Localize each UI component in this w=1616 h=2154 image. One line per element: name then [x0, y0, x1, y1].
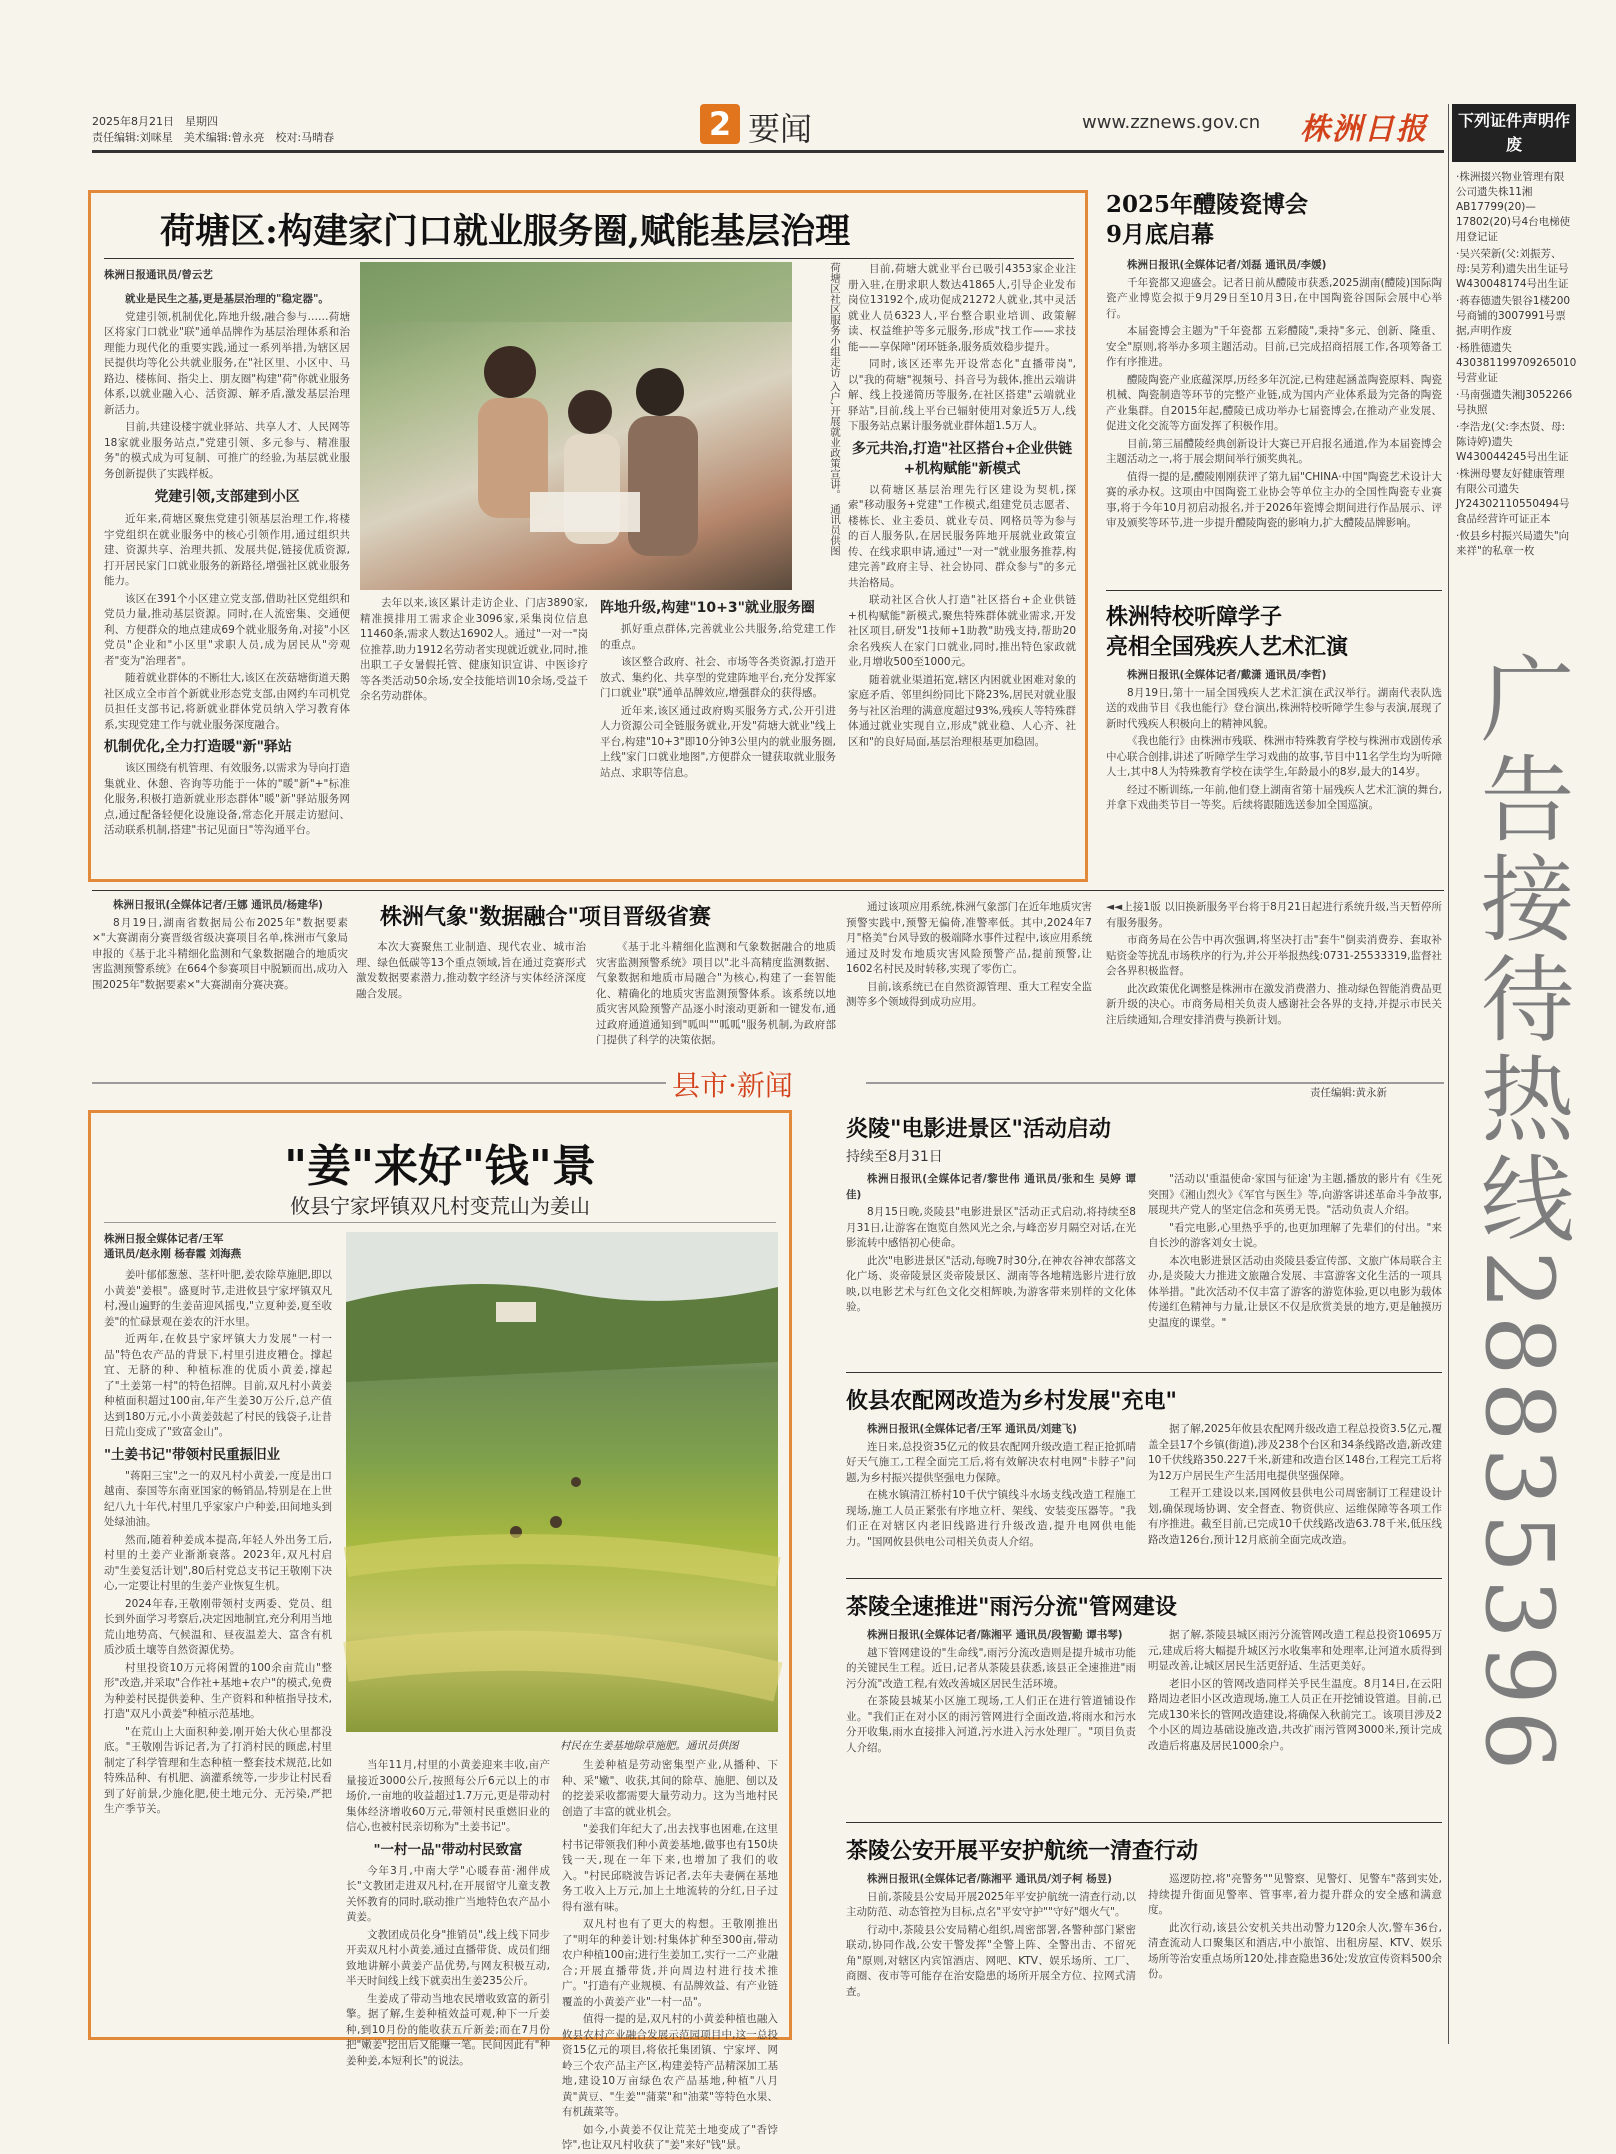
- lead-p7: 去年以来,该区累计走访企业、门店3890家,精准摸排用工需求企业3096家,采集岗位信息11460条,需求人数达16902人。通过"一对一"岗位推荐,助力1912名劳动者实现就近就业,同时,推出职工子女暑假托管、健康知识宣讲、中医诊疗等各类活动50余场,安全技能培训10余场,受益千余名劳动群体。: [360, 597, 588, 702]
- ceramics-title-2: 9月底启幕: [1106, 221, 1215, 248]
- grid-headline: 攸县农配网改造为乡村发展"充电": [846, 1388, 1177, 1414]
- weather-top-rule: [92, 890, 1444, 891]
- film-p3: "活动以'重温使命·家国与征途'为主题,播放的影片有《生死突围》《湘山烈火》《军官与医生》等,向游客讲述革命斗争故事,展现共产党人的坚定信念和英勇无畏。"活动负责人介绍。: [1148, 1173, 1442, 1216]
- ginger-subhead-2: "一村一品"带动村民致富: [373, 1841, 523, 1858]
- film-p2: 此次"电影进景区"活动,每晚7时30分,在神农谷神农部落文化广场、炎帝陵景区炎帝陵景区、湖南等各地精选影片进行放映,以电影艺术与红色文化交相辉映,为游客带来别样的文化体验。: [846, 1254, 1136, 1313]
- notice-item: ·株洲母婴友好健康管理有限公司遗失JY24302110550494号食品经营许可证正本: [1456, 468, 1570, 525]
- lead-intro: 就业是民生之基,更是基层治理的"稳定器"。: [125, 293, 329, 305]
- section-2-label: 县市·新闻: [672, 1069, 793, 1102]
- grid-column-1: [846, 1422, 1136, 1572]
- ginger-p10: 文教团成员化身"推销员",线上线下同步开卖双凡村小黄姜,通过直播带货、成员们细致地讲解小黄姜产品优势,与网友积极互动,半天时间线上线下就卖出生姜235公斤。: [346, 1928, 550, 1987]
- sewer-p4: 老旧小区的管网改造同样关乎民生温度。8月14日,在云阳路周边老旧小区改造现场,施工人员正在开挖铺设管道。目前,已完成130米长的管网改造建设,将确保入秋前完工。该项目涉及2个小区的周边基础设施改造,共改扩雨污管网3000米,预计完成改造后将惠及居民1000余户。: [1148, 1677, 1442, 1752]
- deaf-p3: 经过不断训练,一年前,他们登上湖南省第十届残疾人艺术汇演的舞台,并拿下戏曲类节目一等奖。后续将跟随选送参加全国巡演。: [1106, 783, 1442, 811]
- ginger-p12: 生姜种植是劳动密集型产业,从播种、下种、采"嫩"、收获,其间的除草、施肥、刨以及的挖姜采收都需要大量劳动力。这为当地村民创造了丰富的就业机会。: [562, 1759, 778, 1818]
- ceramics-byline: 株洲日报讯(全媒体记者/刘磊 通讯员/李媛): [1127, 259, 1327, 271]
- lead-photo: [360, 262, 792, 590]
- grid-byline: 株洲日报讯(全媒体记者/王军 通讯员/刘建飞): [867, 1423, 1077, 1435]
- notice-item: ·杨胜德遗失430381199709265010号营业证: [1456, 342, 1577, 384]
- sewer-column-1: [846, 1628, 1136, 1816]
- sewer-byline: 株洲日报讯(全媒体记者/陈湘平 通讯员/段智勤 谭书琴): [867, 1629, 1123, 1641]
- notice-header: [1452, 104, 1576, 162]
- weather-byline: 株洲日报讯(全媒体记者/王娜 通讯员/杨建华): [113, 899, 323, 911]
- lead-subhead-1: 党建引领,支部建到小区: [154, 489, 300, 505]
- lead-p11: 目前,荷塘大就业平台已吸引4353家企业注册入驻,在册求职人数达41865人,引导企业发布岗位13192个,成功促成21272人就业,其中灵活就业人员6323人,平台整合职业培训、政策解读、权益维护等多元服务,形成"找工作——求技能——享保障"闭环链条,服务质效稳步提升。: [848, 263, 1076, 353]
- ceramics-headline: [1106, 190, 1308, 250]
- film-p5: 本次电影进景区活动由炎陵县委宣传部、文旅广体局联合主办,是炎陵大力推进文旅融合发展、丰富游客文化生活的一项具体举措。"此次活动不仅丰富了游客的游览体验,更以电影为载体传递红色精神与力量,让景区不仅是欣赏美景的地方,更是触摸历史温度的课堂。": [1148, 1254, 1442, 1329]
- lead-p4: 该区在391个小区建立党支部,借助社区党组织和党员力量,推动基层资源。同时,在人流密集、交通便利、方便群众的地点建成69个就业服务角,对接"小区党员"企业和"小区里"求职人员,成为居民从"旁观者"变为"治理者"。: [104, 592, 350, 667]
- police-column-2: [1148, 1872, 1442, 2040]
- ginger-headline: "姜"来好"钱"景: [284, 1141, 596, 1192]
- police-p3: 巡逻防控,将"亮警务""见警察、见警灯、见警车"落到实处,持续提升街面见警率、管事率,着力提升群众的安全感和满意度。: [1148, 1873, 1442, 1916]
- lead-headline-rule: [104, 258, 1074, 259]
- lead-p6-start: 该区围绕有机管理、有效服务,以需求为导向打造集就业、休憩、咨询等功能于一体的"暖"新"+"标准化服务,积极打造新就业形态群体"暖"新"驿站服务网点,通过配备轻便化设施设备,常态化开展走访慰问、活动联系机制,搭建"书记见面日"等沟通平台。: [104, 762, 350, 836]
- ginger-byline-2: 通讯员/赵永刚 杨春霞 刘海燕: [104, 1248, 242, 1260]
- weather-column-2: [356, 940, 586, 1004]
- inline-notice: [1106, 900, 1442, 1030]
- paper-logo: 株洲日报: [1300, 112, 1428, 147]
- lead-p9: 该区整合政府、社会、市场等各类资源,打造开放式、集约化、共享型的党建阵地平台,充分发挥家门口就业"联"通单品牌效应,增强群众的获得感。: [600, 656, 836, 699]
- lead-column-4: [848, 262, 1076, 752]
- film-rule: [846, 1372, 1442, 1373]
- header-rule: [92, 150, 1444, 153]
- ginger-column-1: [104, 1232, 332, 2032]
- inline-notice-1: ◄◄上接1版 以旧换新服务平台将于8月21日起进行系统升级,当天暂停所有服务服务。: [1106, 901, 1442, 929]
- sewer-p3: 据了解,茶陵县城区雨污分流管网改造工程总投资10695万元,建成后将大幅提升城区污水收集率和处理率,让河道水质得到明显改善,让城区居民生活更舒适、生活更美好。: [1148, 1629, 1442, 1672]
- deaf-p2: 《我也能行》由株洲市残联、株洲市特殊教育学校与株洲市戏剧传承中心联合创排,讲述了听障学生学习戏曲的故事,节目中11名学生均为听障人士,其中8人为特殊教育学校在读学生,年龄最小的8岁,最大的14岁。: [1106, 735, 1442, 778]
- lead-photo-figures: [360, 262, 792, 590]
- ginger-photo-caption: 村民在生姜基地除草施肥。通讯员供图: [560, 1740, 739, 1752]
- ginger-p9: 今年3月,中南大学"心暖春苗·湘伴成长"文教团走进双凡村,在开展留守儿童支教关怀教育的同时,联动推广当地特色农产品小黄姜。: [346, 1864, 550, 1923]
- ginger-p3: "蒋阳三宝"之一的双凡村小黄姜,一度是出口越南、泰国等东南亚国家的畅销品,特别是在上世纪八九十年代,村里几乎家家户户种姜,田间地头到处绿油油。: [104, 1469, 332, 1528]
- ginger-p2: 近两年,在攸县宁家坪镇大力发展"一村一品"特色农产品的背景下,村里引进皮糟仓。撑起宜、无脐的种、种植标准的优质小黄姜,撑起了"土姜第一村"的特色招牌。目前,双凡村小黄姜种植面积超过100亩,年产生姜30万公斤,总产值达到180万元,小小黄姜鼓起了村民的钱袋子,让昔日荒山变成了"致富金山"。: [104, 1333, 332, 1438]
- ginger-p7: "在荒山上大面积种姜,刚开始大伙心里都没底。"王敬刚告诉记者,为了打消村民的顾虑,村里制定了科学管理和生态种植一整套技术规范,比如特殊品种、有机肥、滴灌系统等,一步步让村民看到了好前景,少施化肥,使土地元分、无污染,严把生产季节关。: [104, 1725, 332, 1815]
- ginger-headline-rule: [104, 1222, 776, 1223]
- ginger-subtitle: 攸县宁家坪镇双凡村变荒山为姜山: [290, 1194, 590, 1218]
- ginger-column-2: [346, 1758, 550, 2067]
- grid-p1: 连日来,总投资35亿元的攸县农配网升级改造工程正抢抓晴好天气施工,工程全面完工后,将有效解决农村电网"卡脖子"问题,为乡村振兴提供坚强电力保障。: [846, 1440, 1136, 1484]
- film-headline: 炎陵"电影进景区"活动启动: [846, 1116, 1111, 1142]
- ceramics-p4: 目前,第三届醴陵经典创新设计大赛已开启报名通道,作为本届瓷博会主题活动之一,将于展会期间举行颁奖典礼。: [1106, 437, 1442, 465]
- notice-item: ·蒋春德遗失银谷1楼200号商铺的3007991号票据,声明作废: [1456, 295, 1571, 337]
- notice-item: ·攸县乡村振兴局遗失"向来祥"的私章一枚: [1456, 530, 1570, 557]
- grid-p4: 工程开工建设以来,国网攸县供电公司周密制订工程建设计划,确保现场协调、安全督查、物资供应、运维保障等各项工作有序推进。截至目前,已完成10千伏线路改造63.78千米,低压线路改造126台,预计12月底前全面完成改造。: [1148, 1487, 1442, 1546]
- lead-subhead-2: 机制优化,全力打造暖"新"驿站: [104, 739, 292, 755]
- ginger-byline-1: 株洲日报全媒体记者/王军: [104, 1233, 224, 1245]
- section-title: 要闻: [748, 110, 813, 148]
- ginger-column-3: [562, 1758, 778, 2151]
- ad-hotline: 广告接待热线28835396: [1464, 650, 1573, 1777]
- notice-item: ·马南强遗失湘J3052266号执照: [1456, 389, 1573, 416]
- deaf-title-2: 亮相全国残疾人艺术汇演: [1106, 634, 1349, 660]
- ginger-p1: 姜叶郁郁葱葱、茎杆叶肥,姜农除草施肥,即以小黄姜"姜根"。盛夏时节,走进攸县宁家坪镇双凡村,漫山遍野的生姜苗迎风摇曳,"立夏种姜,夏至收姜"的忙碌景观在姜农的汗水里。: [104, 1269, 332, 1328]
- weather-p2: 本次大赛聚焦工业制造、现代农业、城市治理、绿色低碳等13个重点领域,旨在通过竞赛形式激发数据要素潜力,推动数字经济与实体经济深度融合发展。: [356, 941, 586, 1000]
- film-subtitle: 持续至8月31日: [846, 1149, 943, 1165]
- inline-notice-3: 此次政策优化调整是株洲市在激发消费潜力、推动绿色智能消费品更新升级的决心。市商务局相关负责人感谢社会各界的支持,并提示市民关注后续通知,合理安排消费与换新计划。: [1106, 982, 1442, 1026]
- lead-p12: 同时,该区还率先开设常态化"直播带岗",以"我的荷塘"视频号、抖音号为载体,推出云端讲解、线上投递简历等服务,在社区搭建"云端就业驿站",目前,线上平台已辐射使用对象近5万人,线下服务站点累计服务就业群体超1.5万人。: [848, 358, 1076, 432]
- lead-column-1: [104, 292, 350, 836]
- ginger-p4: 然而,随着种姜成本提高,年轻人外出务工后,村里的土姜产业渐渐衰落。2023年,双凡村启动"生姜复活计划",80后村党总支书记王敬刚下决心,一定要让村里的生姜产业恢复生机。: [104, 1533, 332, 1592]
- police-p4: 此次行动,该县公安机关共出动警力120余人次,警车36台,清查流动人口聚集区和酒店,中小旅馆、出租房屋、KTV、娱乐场所等治安重点场所120处,排查隐患36处;发放宣传资料500余份。: [1148, 1921, 1442, 1980]
- ginger-p11: 生姜成了带动当地农民增收致富的新引擎。据了解,生姜种植效益可观,种下一斤姜种,到10月份的能收获五斤新姜;而在7月份把"嫩姜"挖出后又能赚一笔。民间因此有"种姜种姜,本短利长"的说法。: [346, 1992, 550, 2067]
- lead-p8: 抓好重点群体,完善就业公共服务,给党建工作的重点。: [600, 623, 836, 651]
- weather-headline: 株洲气象"数据融合"项目晋级省赛: [380, 904, 711, 930]
- grid-p2: 在桃水镇清江桥村10千伏宁镇线斗水场支线改造工程施工现场,施工人员正紧张有序地立杆、架线、安装变压器等。"我们正在对辖区内老旧线路进行升级改造,提升电网供电能力。"国网攸县供电公司相关负责人介绍。: [846, 1489, 1136, 1548]
- lead-byline: 株洲日报通讯员/曾云艺: [104, 269, 213, 281]
- film-byline: 株洲日报讯(全媒体记者/黎世伟 通讯员/张和生 吴婷 谭佳): [846, 1173, 1136, 1201]
- inline-notice-2: 市商务局在公告中再次强调,将坚决打击"套牛"倒卖消费券、套取补贴资金等扰乱市场秩序的行为,并公开举报热线:0731-25533319,监督社会各界积极监督。: [1106, 934, 1442, 977]
- ginger-p5: 2024年春,王敬刚带领村支两委、党员、组长到外面学习考察后,决定因地制宜,充分利用当地荒山地势高、气候温和、昼夜温差大、富含有机质沙质土壤等自然资源优势。: [104, 1597, 332, 1656]
- lead-p3: 近年来,荷塘区聚焦党建引领基层治理工作,将楼宇党组织在就业服务中的核心引领作用,通过组织共建、资源共享、治理共抓、发展共促,链接优质资源,打开居民家门口就业服务的新路径,增强社区就业服务能力。: [104, 513, 350, 587]
- ceramics-p5: 值得一提的是,醴陵刚刚获评了第九届"CHINA·中国"陶瓷艺术设计大赛的承办权。这项由中国陶瓷工业协会等单位主办的全国性陶瓷专业赛事,将于今年10月初启动报名,并于2026年瓷博会期间进行作品展示、评审及颁奖等环节,进一步提升醴陵陶瓷的影响力,扩大醴陵品牌影响。: [1106, 470, 1442, 529]
- police-column-1: [846, 1872, 1136, 2040]
- deaf-p1: 8月19日,第十一届全国残疾人艺术汇演在武汉举行。湖南代表队选送的戏曲节目《我也能行》登台演出,株洲特校听障学生参与表演,展现了新时代残疾人积极向上的精神风貌。: [1106, 686, 1442, 730]
- site-url[interactable]: www.zznews.gov.cn: [1082, 112, 1261, 133]
- lead-p10: 近年来,该区通过政府购买服务方式,公开引进人力资源公司全链服务就业,开发"荷塘大就业"线上平台,构建"10+3"即10分钟3公里内的就业服务圈,上线"家门口就业地图",方便群众一键获取就业服务站点、求职等信息。: [600, 704, 836, 779]
- ceramics-body: [1106, 258, 1442, 534]
- deaf-headline: [1106, 602, 1348, 662]
- lead-p5: 随着就业群体的不断壮大,该区在茨菇塘街道天鹅社区成立全市首个新就业形态党支部,由网约车司机党员担任支部书记,将新就业群体党员纳入学习教育体系,实现党建工作与就业服务深度融合。: [104, 672, 350, 731]
- lead-subhead-3: 阵地升级,构建"10+3"就业服务圈: [600, 600, 815, 616]
- ceramics-p1: 千年瓷都又迎盛会。记者日前从醴陵市获悉,2025湖南(醴陵)国际陶瓷产业博览会拟于9月29日至10月3日,在中国陶瓷谷国际会展中心举行。: [1106, 276, 1442, 320]
- ginger-photo: [346, 1232, 778, 1732]
- sewer-p1: 越下管网建设的"生命线",雨污分流改造则是提升城市功能的关键民生工程。近日,记者从茶陵县获悉,该县正全速推进"雨污分流"改造工程,有效改善城区居民生活环境。: [846, 1646, 1136, 1690]
- grid-rule: [846, 1578, 1442, 1579]
- deaf-title-1: 株洲特校听障学子: [1106, 604, 1283, 630]
- weather-p5: 目前,该系统已在自然资源管理、重大工程安全监测等多个领域得到成功应用。: [846, 980, 1092, 1008]
- sewer-rule: [846, 1822, 1442, 1823]
- sewer-p2: 在茶陵县城某小区施工现场,工人们正在进行管道铺设作业。"我们正在对小区的雨污管网进行全面改造,将雨水和污水分开收集,雨水直接排入河道,污水进入污水处理厂。"项目负责人介绍。: [846, 1695, 1136, 1754]
- police-p1: 日前,茶陵县公安局开展2025年平安护航统一清查行动,以主动防范、动态管控为目标,点名"平安守护""守好"烟火气"。: [846, 1890, 1136, 1918]
- notice-item: ·吴兴荣新(父:刘振芳、母:吴芳利)遗失出生证号W430048174号出生证: [1456, 248, 1569, 290]
- weather-p3: 《基于北斗精细化监测和气象数据融合的地质灾害监测预警系统》项目以"北斗高精度监测数据、气象数据和地质市局融合"为核心,构建了一套智能化、精确化的地质灾害监测预警体系。该系统以地质灾害风险预警产品逐小时滚动更新和一键发布,通过政府通道通知到"呱叫""呱呱"服务机制,为政府部门提供了科学的决策依据。: [596, 941, 836, 1046]
- lead-p13: 以荷塘区基层治理先行区建设为契机,探索"移动服务+党建"工作模式,组建党员志愿者、楼栋长、业主委员、就业专员、网格员等为参与的百人服务队,在居民服务阵地开展就业政策宣传、在线求职申请,通过"一对一"就业服务推荐,构建完善"政府主导、社会协同、群众参与"的多元共治格局。: [848, 483, 1076, 589]
- film-column-1: [846, 1172, 1136, 1368]
- film-p4: "看完电影,心里热乎乎的,也更加理解了先辈们的付出。"来自长沙的游客刘女士说。: [1148, 1221, 1442, 1249]
- police-headline: 茶陵公安开展平安护航统一清查行动: [846, 1838, 1199, 1864]
- ginger-photo-field: [346, 1232, 778, 1732]
- ginger-p16: 如今,小黄姜不仅让荒芜土地变成了"香饽饽",也让双凡村收获了"姜"来好"钱"景。: [562, 2123, 778, 2151]
- ceramics-p2: 本届瓷博会主题为"千年瓷都 五彩醴陵",秉持"多元、创新、隆重、安全"原则,将举办多项主题活动。目前,已完成招商招展工作,各项筹备工作有序推进。: [1106, 325, 1442, 368]
- weather-p1: 8月19日,湖南省数据局公布2025年"数据要素×"大赛湖南分赛晋级省级决赛项目名单,株洲市气象局申报的《基于北斗精细化监测和气象数据融合的地质灾害监测预警系统》在664个参赛项目中脱颖而出,成功入围2025年"数据要素×"大赛湖南分赛决赛。: [92, 916, 348, 991]
- lead-p1: 党建引领,机制优化,阵地升级,融合参与……荷塘区将家门口就业"联"通单品牌作为基层治理体系和治理能力现代化的重要实践,通过一系列举措,为辖区居民提供均等化公共就业服务,在"社区里、小区中、马路边、楼栋间、指尖上、朋友圈"构建"荷"你就业服务体系,以就业融入心、活资源、解矛盾,激发基层治理新活力。: [104, 310, 350, 416]
- sewer-headline: 茶陵全速推进"雨污分流"管网建设: [846, 1594, 1177, 1620]
- lead-subhead-4: 多元共治,打造"社区搭台+企业供链+机构赋能"新模式: [851, 440, 1073, 477]
- film-column-2: [1148, 1172, 1442, 1368]
- ginger-p14: 双凡村也有了更大的构想。王敬刚推出了"明年的种姜计划:村集体扩种至300亩,带动农户种植100亩;进行生姜加工,实行一二产业融合;开展直播带货,并向周边村进行技术推广。"打造有产业规模、有品牌效益、有产业链覆盖的小黄姜产业"一村一品"。: [562, 1918, 778, 2008]
- issue-date: 2025年8月21日 星期四: [92, 115, 218, 128]
- lead-photo-caption: 荷塘区社区服务小组走访 入户,开展就业政策宣讲。 通讯员供图: [829, 262, 841, 556]
- ceramics-rule: [1106, 590, 1442, 591]
- lead-p14: 联动社区合伙人打造"社区搭台+企业供链+机构赋能"新模式,聚焦特殊群体就业需求,开发社区项目,研发"1技师+1助教"助残支持,帮助20余名残疾人在家门口就业,同时,推出特色家政就业,月增收500至1000元。: [848, 594, 1076, 668]
- page-number: 2: [708, 105, 732, 143]
- sewer-column-2: [1148, 1628, 1442, 1816]
- weather-column-1: [92, 898, 348, 995]
- notice-item: ·李浩龙(父:李杰贤、母:陈诗婷)遗失W430044245号出生证: [1456, 421, 1569, 463]
- weather-p4: 通过该项应用系统,株洲气象部门在近年地质灾害预警实践中,预警无偏倚,准警率低。其中,2024年7月"格美"台风导致的极端降水事件过程中,该应用系统通过及时发布地质灾害风险预警产品,提前预警,让1602名村民及时转移,实现了零伤亡。: [846, 901, 1092, 975]
- deaf-byline: 株洲日报讯(全媒体记者/戴潇 通讯员/李哲): [1127, 669, 1327, 681]
- weather-column-4: [846, 900, 1092, 1013]
- grid-column-2: [1148, 1422, 1442, 1572]
- notice-item: ·株洲掇兴物业管理有限公司遗失株11湘AB17799(20)—17802(20)号4台电梯使用登记证: [1456, 171, 1571, 243]
- ginger-p15: 值得一提的是,双凡村的小黄姜种植也融入攸县农村产业融合发展示范园项目中,这一总投资15亿元的项目,将依托集团镇、宁家坪、网岭三个农产品主产区,构建姜特产品精深加工基地,建设10万亩绿色农产品基地,种植"八月黄"黄豆、"生姜""蒲菜"和"油菜"等特色水果、有机蔬菜等。: [562, 2013, 778, 2118]
- grid-p3: 据了解,2025年攸县农配网升级改造工程总投资3.5亿元,覆盖全县17个乡镇(街道),涉及238个台区和34条线路改造,新改建10千伏线路350.227千米,新建和改造台区148台,工程完工后将为12万户居民生产生活用电提供坚强保障。: [1148, 1423, 1442, 1482]
- ceramics-title-1: 2025年醴陵瓷博会: [1106, 191, 1309, 218]
- editors-line: 责任编辑:刘咪星 美术编辑:曾永亮 校对:马晴春: [92, 131, 335, 144]
- section-2-editor: 责任编辑:黄永新: [1310, 1087, 1388, 1099]
- notice-title: 下列证件声明作废: [1457, 111, 1570, 154]
- lead-column-2: [360, 596, 588, 707]
- police-p2: 行动中,茶陵县公安局精心组织,周密部署,各警种部门紧密联动,协同作战,公安干警发挥"全警上阵、全警出击、不留死角"原则,对辖区内宾馆酒店、网吧、KTV、娱乐场所、工厂、商圈、夜市等可能存在治安隐患的场所开展全方位、拉网式清查。: [846, 1923, 1136, 1998]
- ceramics-p3: 醴陵陶瓷产业底蕴深厚,历经多年沉淀,已构建起涵盖陶瓷原料、陶瓷机械、陶瓷制造等环节的完整产业链,成为国内产业体系最为完备的陶瓷产业集群。自2015年起,醴陵已成功举办七届瓷博会,在推动产业发展、促进文化交流等方面发挥了积极作用。: [1106, 373, 1442, 432]
- ginger-p13: "姜我们年纪大了,出去找事也困难,在这里村书记带领我们种小黄姜基地,做事也有150块钱一天,现在一年下来,也增加了我们的收入。"村民邱晓波告诉记者,去年夫妻俩在基地务工收入上万元,加上土地流转的分红,日子过得有滋有味。: [562, 1823, 778, 1913]
- deaf-body: [1106, 668, 1442, 880]
- police-byline: 株洲日报讯(全媒体记者/陈湘平 通讯员/刘子柯 杨昱): [867, 1873, 1113, 1885]
- ad-strip-divider: [1448, 104, 1449, 2044]
- lead-p2: 目前,共建设楼宇就业驿站、共享人才、人民网等18家就业服务站点,"党建引领、多元参与、精准服务"的模式成为可复制、可推广的经验,为基层就业服务创新提供了实践样板。: [104, 421, 350, 480]
- page-number-badge: [700, 104, 740, 144]
- notice-list: [1456, 170, 1577, 561]
- ginger-subhead-1: "土姜书记"带领村民重振旧业: [104, 1446, 281, 1463]
- weather-column-3: [596, 940, 836, 1051]
- lead-p15: 随着就业渠道拓宽,辖区内困就业困难对象的家庭矛盾、邻里纠纷同比下降23%,居民对就业服务与社区治理的满意度超过93%,残疾人等特殊群体通过就业实现自立,形成"就业稳、人心齐、社区和"的良好局面,基层治理根基更加稳固。: [848, 673, 1076, 748]
- lead-column-3: [600, 596, 836, 783]
- ginger-p6: 村里投资10万元将闲置的100余亩荒山"整形"改造,并采取"合作社+基地+农户"的模式,免费为种姜村民提供姜种、生产资料和种植指导技术,打造"双凡小黄姜"种植示范基地。: [104, 1661, 332, 1720]
- ginger-p8: 当年11月,村里的小黄姜迎来丰收,亩产量接近3000公斤,按照每公斤6元以上的市场价,一亩地的收益超过1.7万元,更是带动村集体经济增收60万元,带领村民重燃旧业的信心,也被村民亲切称为"土姜书记"。: [346, 1759, 550, 1833]
- film-p1: 8月15日晚,炎陵县"电影进景区"活动正式启动,将持续至8月31日,让游客在饱览自然风光之余,与峰峦岁月隔空对话,在光影流转中感悟初心使命。: [846, 1206, 1136, 1249]
- lead-headline: 荷塘区:构建家门口就业服务圈,赋能基层治理: [160, 211, 851, 252]
